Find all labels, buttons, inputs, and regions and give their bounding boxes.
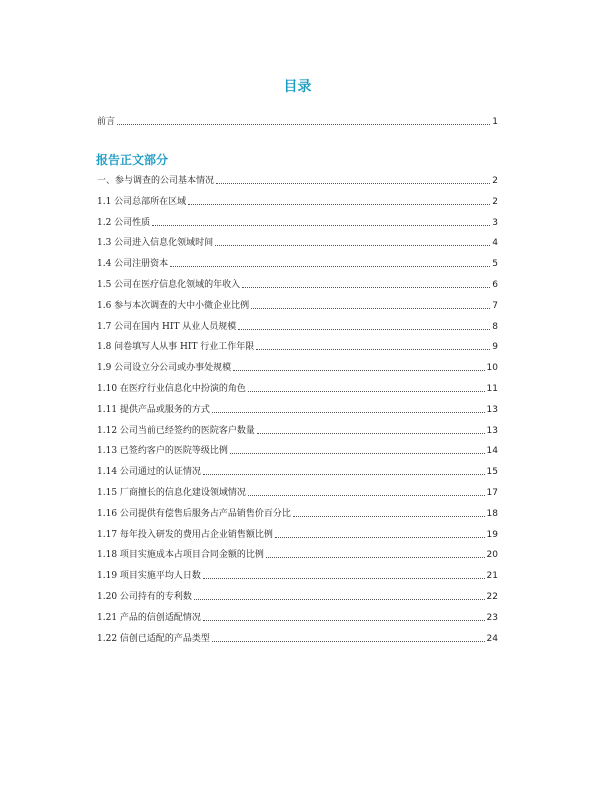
dot-leader bbox=[233, 369, 484, 371]
dot-leader bbox=[215, 244, 490, 246]
toc-entry-page: 4 bbox=[492, 238, 498, 249]
toc-entry[interactable] bbox=[97, 464, 498, 478]
toc-entry-label: 1.21 产品的信创适配情况 bbox=[97, 612, 201, 623]
toc-entry-page: 2 bbox=[492, 176, 498, 186]
toc-entry-page: 10 bbox=[486, 363, 498, 374]
toc-entry-page: 23 bbox=[486, 612, 498, 623]
toc-entry-page: 19 bbox=[486, 529, 498, 540]
toc-entry-page: 17 bbox=[486, 488, 498, 498]
toc-entry[interactable] bbox=[97, 423, 498, 437]
page-title: 目录 bbox=[283, 79, 312, 95]
toc-entry[interactable] bbox=[97, 256, 498, 270]
toc-entry-page: 22 bbox=[486, 592, 498, 602]
dot-leader bbox=[256, 348, 490, 350]
dot-leader bbox=[238, 328, 490, 330]
toc-entry-label: 1.1 公司总部所在区域 bbox=[97, 196, 187, 207]
dot-leader bbox=[203, 577, 485, 579]
toc-entry[interactable] bbox=[97, 298, 498, 312]
toc-entry-page: 11 bbox=[486, 384, 498, 394]
toc-entry-label: 1.8 问卷填写人从事 HIT 行业工作年限 bbox=[97, 342, 255, 353]
toc-entry-page: 1 bbox=[492, 117, 498, 127]
dot-leader bbox=[251, 307, 490, 309]
toc-entry[interactable] bbox=[97, 547, 498, 561]
toc-entry-label: 1.19 项目实施平均人日数 bbox=[97, 571, 201, 582]
toc-entry-page: 18 bbox=[486, 508, 498, 519]
toc-entry[interactable] bbox=[97, 381, 498, 395]
toc-entry-label: 1.14 公司通过的认证情况 bbox=[97, 467, 201, 478]
toc-entry-label: 1.3 公司进入信息化领域时间 bbox=[97, 238, 214, 249]
toc-entry[interactable] bbox=[97, 402, 498, 416]
section-heading: 报告正文部分 bbox=[96, 153, 169, 167]
dot-leader bbox=[212, 411, 485, 413]
toc-entry-label: 1.22 信创已适配的产品类型 bbox=[97, 633, 210, 644]
toc-entry-page: 13 bbox=[486, 425, 498, 436]
toc-entry[interactable] bbox=[97, 485, 498, 499]
toc-entry[interactable] bbox=[97, 506, 498, 520]
toc-entry[interactable] bbox=[97, 173, 498, 187]
toc-entry-page: 5 bbox=[492, 259, 498, 270]
dot-leader bbox=[293, 515, 485, 517]
toc-entry[interactable] bbox=[97, 360, 498, 374]
toc-entry-label: 1.10 在医疗行业信息化中扮演的角色 bbox=[97, 384, 246, 394]
toc-entry-label: 1.15 厂商擅长的信息化建设领域情况 bbox=[97, 488, 246, 498]
toc-entry-label: 1.7 公司在国内 HIT 从业人员规模 bbox=[97, 321, 237, 332]
toc-entry-label: 1.13 已签约客户的医院等级比例 bbox=[97, 446, 228, 457]
dot-leader bbox=[212, 640, 485, 642]
toc-entry[interactable] bbox=[97, 589, 498, 603]
toc-entry-page: 20 bbox=[486, 550, 498, 561]
toc-entry-label: 1.16 公司提供有偿售后服务占产品销售价百分比 bbox=[97, 508, 291, 519]
toc-entry-page: 3 bbox=[492, 217, 498, 228]
dot-leader bbox=[203, 619, 485, 621]
dot-leader bbox=[248, 390, 485, 392]
toc-entry-label: 1.4 公司注册资本 bbox=[97, 259, 169, 270]
toc-entry-label: 1.20 公司持有的专利数 bbox=[97, 592, 192, 602]
dot-leader bbox=[275, 536, 485, 538]
toc-entry-page: 9 bbox=[492, 342, 498, 353]
toc-entry[interactable] bbox=[97, 527, 498, 541]
toc-entry-page: 13 bbox=[486, 404, 498, 415]
dot-leader bbox=[117, 123, 490, 125]
toc-entry-label: 1.2 公司性质 bbox=[97, 217, 151, 228]
toc-entry-label: 1.17 每年投入研发的费用占企业销售额比例 bbox=[97, 529, 273, 540]
toc-entry-label: 一、参与调查的公司基本情况 bbox=[97, 176, 215, 186]
toc-entry[interactable] bbox=[97, 215, 498, 229]
dot-leader bbox=[203, 473, 485, 475]
toc-entry[interactable] bbox=[97, 443, 498, 457]
dot-leader bbox=[152, 224, 490, 226]
toc-entry[interactable] bbox=[97, 631, 498, 645]
toc-entry-label: 1.11 提供产品或服务的方式 bbox=[97, 404, 210, 415]
toc-entry[interactable] bbox=[97, 610, 498, 624]
dot-leader bbox=[248, 494, 485, 496]
dot-leader bbox=[266, 556, 485, 558]
toc-entry-label: 1.5 公司在医疗信息化领域的年收入 bbox=[97, 280, 241, 290]
toc-entry-preface[interactable] bbox=[97, 114, 498, 128]
dot-leader bbox=[188, 203, 490, 205]
dot-leader bbox=[170, 265, 490, 267]
dot-leader bbox=[242, 286, 490, 288]
toc-entry-page: 7 bbox=[492, 300, 498, 311]
toc-entry-label: 前言 bbox=[97, 117, 116, 127]
toc-entry-label: 1.12 公司当前已经签约的医院客户数量 bbox=[97, 425, 255, 436]
toc-entry-label: 1.9 公司设立分公司或办事处规模 bbox=[97, 363, 232, 374]
toc-entry[interactable] bbox=[97, 277, 498, 291]
toc-entry-label: 1.6 参与本次调查的大中小微企业比例 bbox=[97, 300, 250, 311]
toc-entry[interactable] bbox=[97, 235, 498, 249]
toc-entry-page: 6 bbox=[492, 280, 498, 290]
toc-entry-page: 24 bbox=[486, 633, 498, 644]
dot-leader bbox=[257, 432, 485, 434]
toc-entry-page: 15 bbox=[486, 467, 498, 478]
dot-leader bbox=[194, 598, 485, 600]
toc-entry[interactable] bbox=[97, 319, 498, 333]
toc-entry-page: 14 bbox=[486, 446, 498, 457]
toc-entry-page: 21 bbox=[486, 571, 498, 582]
toc-entry-label: 1.18 项目实施成本占项目合同金额的比例 bbox=[97, 550, 264, 561]
dot-leader bbox=[216, 182, 490, 184]
toc-entry-page: 8 bbox=[492, 321, 498, 332]
toc-entry[interactable] bbox=[97, 339, 498, 353]
toc-entry[interactable] bbox=[97, 568, 498, 582]
toc-entry[interactable] bbox=[97, 194, 498, 208]
toc-entry-page: 2 bbox=[492, 196, 498, 207]
dot-leader bbox=[230, 452, 485, 454]
